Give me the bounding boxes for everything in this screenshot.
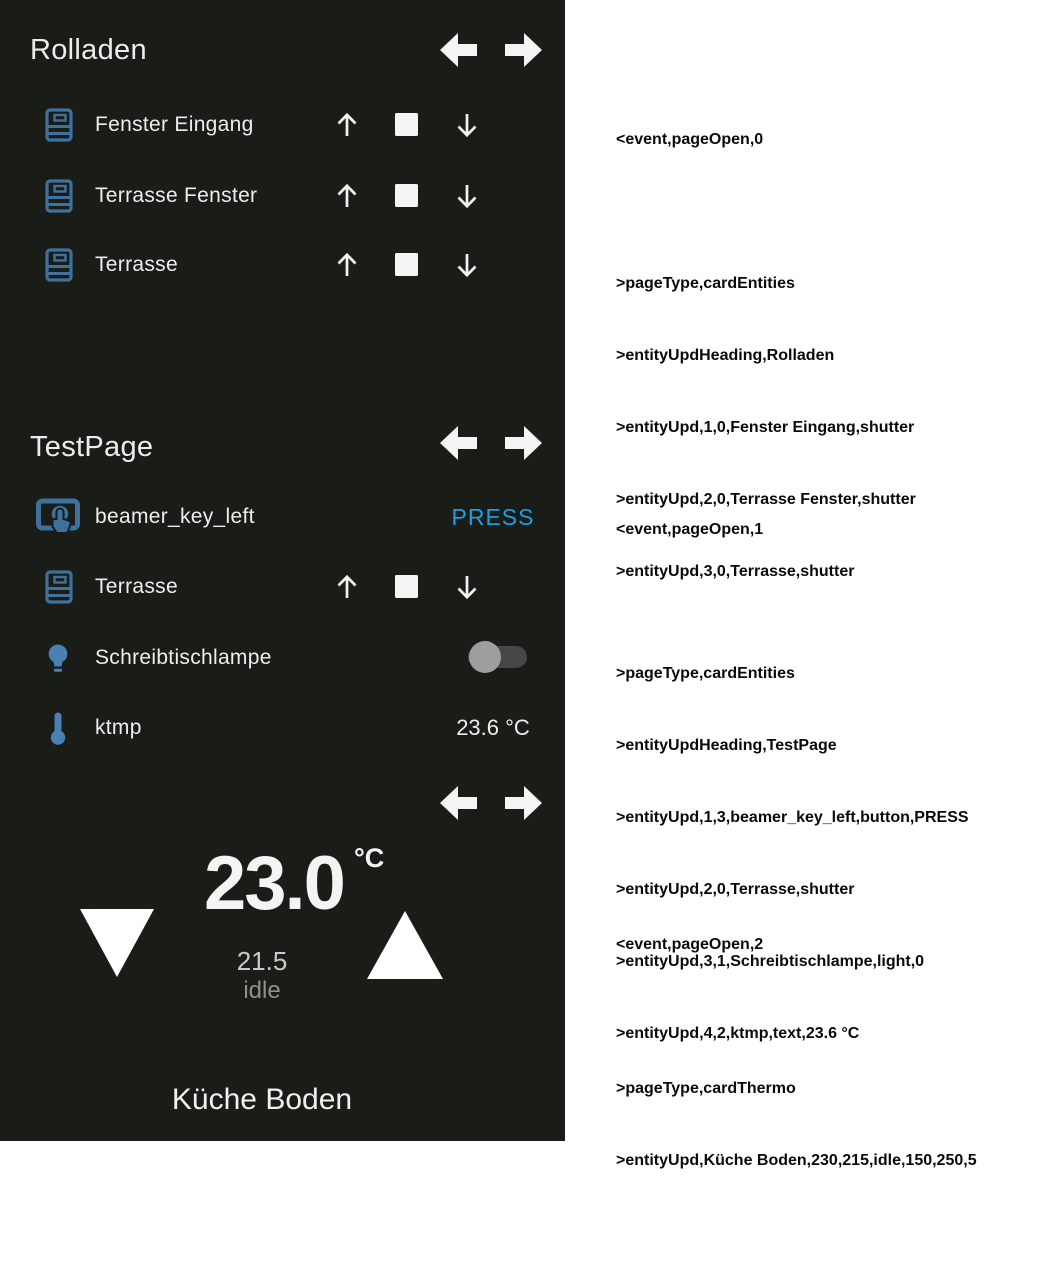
thermostat-title: Küche Boden [171, 1083, 353, 1116]
entity-row [0, 636, 565, 680]
shutter-down-button[interactable] [452, 110, 482, 140]
entity-label: ktmp [95, 716, 142, 739]
page-next-button[interactable] [505, 424, 543, 462]
arrow-up-icon [332, 250, 362, 280]
entity-label: beamer_key_left [95, 505, 255, 528]
arrow-left-bold-icon [439, 31, 477, 69]
lightbulb-icon [46, 643, 70, 673]
protocol-line: >entityUpd,3,0,Terrasse,shutter [616, 563, 855, 580]
current-temperature: 23.0 [204, 841, 344, 926]
shutter-down-button[interactable] [452, 572, 482, 602]
arrow-up-icon [332, 181, 362, 211]
thermometer-icon [50, 711, 66, 745]
hvac-state: idle [243, 977, 281, 1004]
protocol-line: >entityUpdHeading,TestPage [616, 737, 837, 754]
entity-label: Terrasse Fenster [95, 184, 258, 207]
protocol-event-line: <event,pageOpen,1 [616, 521, 764, 538]
shutter-up-button[interactable] [332, 250, 362, 280]
arrow-down-icon [452, 181, 482, 211]
nspanel-display [0, 0, 565, 1141]
protocol-block-2 [616, 885, 977, 1269]
protocol-line: >entityUpd,1,3,beamer_key_left,button,PRESS [616, 809, 969, 826]
page-title: TestPage [30, 431, 154, 463]
shutter-up-button[interactable] [332, 181, 362, 211]
protocol-line: >entityUpdHeading,Rolladen [616, 347, 835, 364]
entity-row [0, 174, 565, 218]
protocol-line: >entityUpd,2,0,Terrasse,shutter [616, 881, 855, 898]
shutter-down-button[interactable] [452, 250, 482, 280]
arrow-right-bold-icon [505, 784, 543, 822]
protocol-line: >pageType,cardEntities [616, 275, 795, 292]
arrow-up-icon [332, 572, 362, 602]
entity-row [0, 706, 565, 750]
target-temperature: 21.5 [236, 946, 288, 976]
shutter-stop-button[interactable] [395, 113, 418, 136]
entity-label: Fenster Eingang [95, 113, 254, 136]
arrow-left-bold-icon [439, 784, 477, 822]
page-next-button[interactable] [505, 784, 543, 822]
protocol-line: >entityUpd,4,2,ktmp,text,23.6 °C [616, 1025, 860, 1042]
page-next-button[interactable] [505, 31, 543, 69]
page-prev-button[interactable] [439, 784, 477, 822]
shutter-up-button[interactable] [332, 572, 362, 602]
light-toggle-switch[interactable] [468, 646, 527, 668]
toggle-knob [469, 641, 501, 673]
protocol-line: >pageType,cardEntities [616, 665, 795, 682]
entity-row [0, 565, 565, 609]
protocol-event-line: <event,pageOpen,0 [616, 131, 764, 148]
entity-label: Terrasse [95, 575, 178, 598]
gesture-tap-button-icon [36, 498, 80, 536]
press-button[interactable]: PRESS [451, 504, 535, 530]
arrow-right-bold-icon [505, 424, 543, 462]
page-prev-button[interactable] [439, 424, 477, 462]
protocol-line: >entityUpd,1,0,Fenster Eingang,shutter [616, 419, 915, 436]
sensor-value: 23.6 °C [456, 715, 530, 740]
shutter-stop-button[interactable] [395, 253, 418, 276]
protocol-event-line: <event,pageOpen,2 [616, 936, 764, 953]
arrow-up-icon [332, 110, 362, 140]
entity-row [0, 103, 565, 147]
protocol-line: >entityUpd,3,1,Schreibtischlampe,light,0 [616, 953, 925, 970]
entity-row [0, 495, 565, 539]
entity-label: Terrasse [95, 253, 178, 276]
page-title: Rolladen [30, 34, 147, 66]
arrow-down-icon [452, 572, 482, 602]
page-prev-button[interactable] [439, 31, 477, 69]
arrow-right-bold-icon [505, 31, 543, 69]
protocol-line: >entityUpd,2,0,Terrasse Fenster,shutter [616, 491, 916, 508]
window-shutter-icon [45, 570, 73, 604]
temperature-unit: °C [354, 843, 385, 873]
shutter-stop-button[interactable] [395, 184, 418, 207]
protocol-line: >entityUpd,Küche Boden,230,215,idle,150,250,5 [616, 1152, 977, 1169]
entity-label: Schreibtischlampe [95, 646, 272, 669]
shutter-stop-button[interactable] [395, 575, 418, 598]
arrow-down-icon [452, 110, 482, 140]
card-entities-rolladen [0, 0, 565, 397]
shutter-down-button[interactable] [452, 181, 482, 211]
protocol-line: >pageType,cardThermo [616, 1080, 796, 1097]
card-entities-testpage [0, 397, 565, 760]
window-shutter-icon [45, 179, 73, 213]
window-shutter-icon [45, 108, 73, 142]
shutter-up-button[interactable] [332, 110, 362, 140]
arrow-down-icon [452, 250, 482, 280]
entity-row [0, 243, 565, 287]
arrow-left-bold-icon [439, 424, 477, 462]
window-shutter-icon [45, 248, 73, 282]
